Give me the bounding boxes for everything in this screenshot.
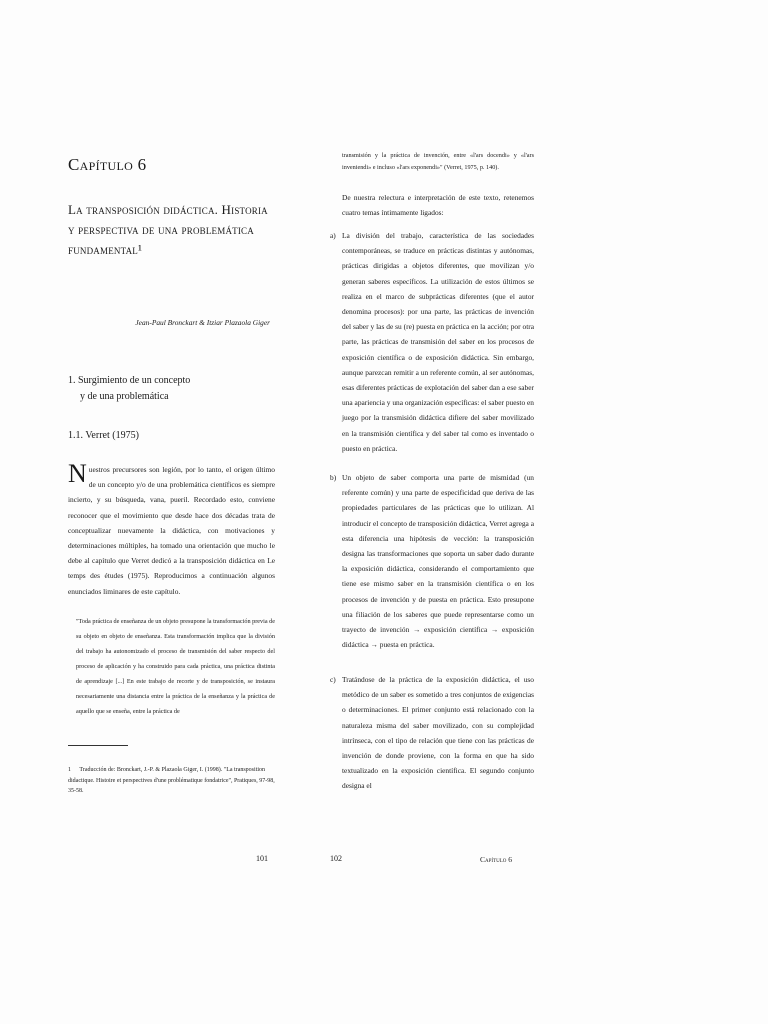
section-heading bbox=[68, 373, 278, 405]
authors: Jean-Paul Bronckart & Itziar Plazaola Giger bbox=[135, 318, 270, 327]
section-heading-line2: y de una problemática bbox=[80, 391, 169, 402]
intro-text: uestros precursores son legión, por lo tanto, el origen último de un concepto y/o de una problemática científicos es siempre incierto, y su búsqueda, vana, pueril. Recordado esto, conviene reconocer que el movimiento que desde hace dos décadas trata de conceptualizar nuevamente la didáctica, con motivaciones y determinaciones múltiples, ha tomado una orientación que mucho le debe al capítulo que Verret dedicó a la transposición didáctica en Le temps des études (1975). Reproducimos a continuación algunos enunciados liminares de este capítulo. bbox=[68, 465, 275, 596]
list-item-label: b) bbox=[330, 473, 337, 482]
page-number-right: 102 bbox=[330, 854, 342, 863]
list-item-a bbox=[330, 228, 534, 456]
footnote bbox=[68, 765, 275, 797]
list-item-b bbox=[330, 470, 534, 652]
list-item-text: Un objeto de saber comporta una parte de mismidad (un referente común) y una parte de especificidad que deriva de las propiedades particulares de las prácticas que lo utilizan. Al introducir el concepto de transposición didáctica, Verret agrega a esta diferencia una hipótesis de vección: la transposición designa las transformaciones que soporta un saber dado durante la exposición didáctica, considerando el comportamiento que tiene ese mismo saber en la transmisión científica o en los procesos de invención y de puesta en práctica. Esto presupone una filiación de los saberes que puede representarse como un trayecto de invención → exposición científica → exposición didáctica → puesta en práctica. bbox=[342, 473, 534, 650]
page-number-left: 101 bbox=[256, 854, 268, 863]
drop-cap: N bbox=[68, 459, 87, 488]
section-heading-line1: 1. Surgimiento de un concepto bbox=[68, 375, 191, 386]
footnote-rule bbox=[68, 745, 128, 746]
list-item-text: Tratándose de la práctica de la exposición didáctica, el uso metódico de un saber es sometido a tres conjuntos de exigencias o determinaciones. El primer conjunto está relacionado con la naturaleza misma del saber movilizado, con su complejidad intrínseca, con el tipo de relación que tiene con las prácticas de invención de donde proviene, con la forma en que ha sido textualizado en la exposición científica. El segundo conjunto designa el bbox=[342, 675, 534, 791]
chapter-title: La transposición didáctica. Historia y perspectiva de una problemática fundamental¹ bbox=[68, 202, 268, 257]
list-item-label: a) bbox=[330, 231, 336, 240]
footnote-number: 1 bbox=[68, 767, 71, 773]
footnote-text: Traducción de: Bronckart, J.-P. & Plazaola Giger, I. (1998). "La transposition didactique. Histoire et perspectives d'une problématique fondatrice", Pratiques, 97-98, 35-58. bbox=[68, 767, 275, 794]
right-paragraph: De nuestra relectura e interpretación de este texto, retenemos cuatro temas íntimamente ligados: bbox=[342, 193, 534, 218]
intro-paragraph bbox=[68, 459, 275, 599]
subsection-heading: 1.1. Verret (1975) bbox=[68, 430, 139, 441]
chapter-label: Capítulo 6 bbox=[68, 155, 147, 174]
list-item-label: c) bbox=[330, 675, 336, 684]
quote-continuation: transmisión y la práctica de invención, entre «l'ars docendi» y «l'ars inveniendi» e incluso «l'ars exponendi»" (Verret, 1975, p. 140). bbox=[342, 152, 534, 171]
block-quote: "Toda práctica de enseñanza de un objeto presupone la transformación previa de su objeto en objeto de enseñanza. Esta transformación implica que la división del trabajo ha autonomizado el proceso de transmisión del saber respecto del proceso de aplicación y ha construido para cada práctica, una práctica distinta de aprendizaje [...] En este trabajo de recorte y de transposición, se instaura necesariamente una distancia entre la práctica de la enseñanza y la práctica de aquello que se enseña, entre la práctica de bbox=[76, 618, 275, 715]
running-head: Capítulo 6 bbox=[480, 855, 513, 864]
list-item-text: La división del trabajo, característica de las sociedades contemporáneas, se traduce en prácticas distintas y autónomas, prácticas dirigidas a objetos diferentes, que movilizan y/o generan saberes específicos. La utilización de estos últimos se realiza en el marco de subprácticas diferentes (que el autor denomina procesos): por una parte, las prácticas de invención del saber y las de su (re) puesta en práctica en la acción; por otra parte, las prácticas de transmisión del saber en los procesos de exposición científica o de exposición didáctica. Sin embargo, aunque parezcan remitir a un referente común, al ser autónomas, esas diferentes prácticas de explotación del saber dan a ese saber una apariencia y una organización específicas: el saber puesto en juego por la transmisión didáctica difiere del saber movilizado en la transmisión científica y del saber tal como es inventado o puesto en práctica. bbox=[342, 231, 534, 453]
list-item-c bbox=[330, 672, 534, 794]
